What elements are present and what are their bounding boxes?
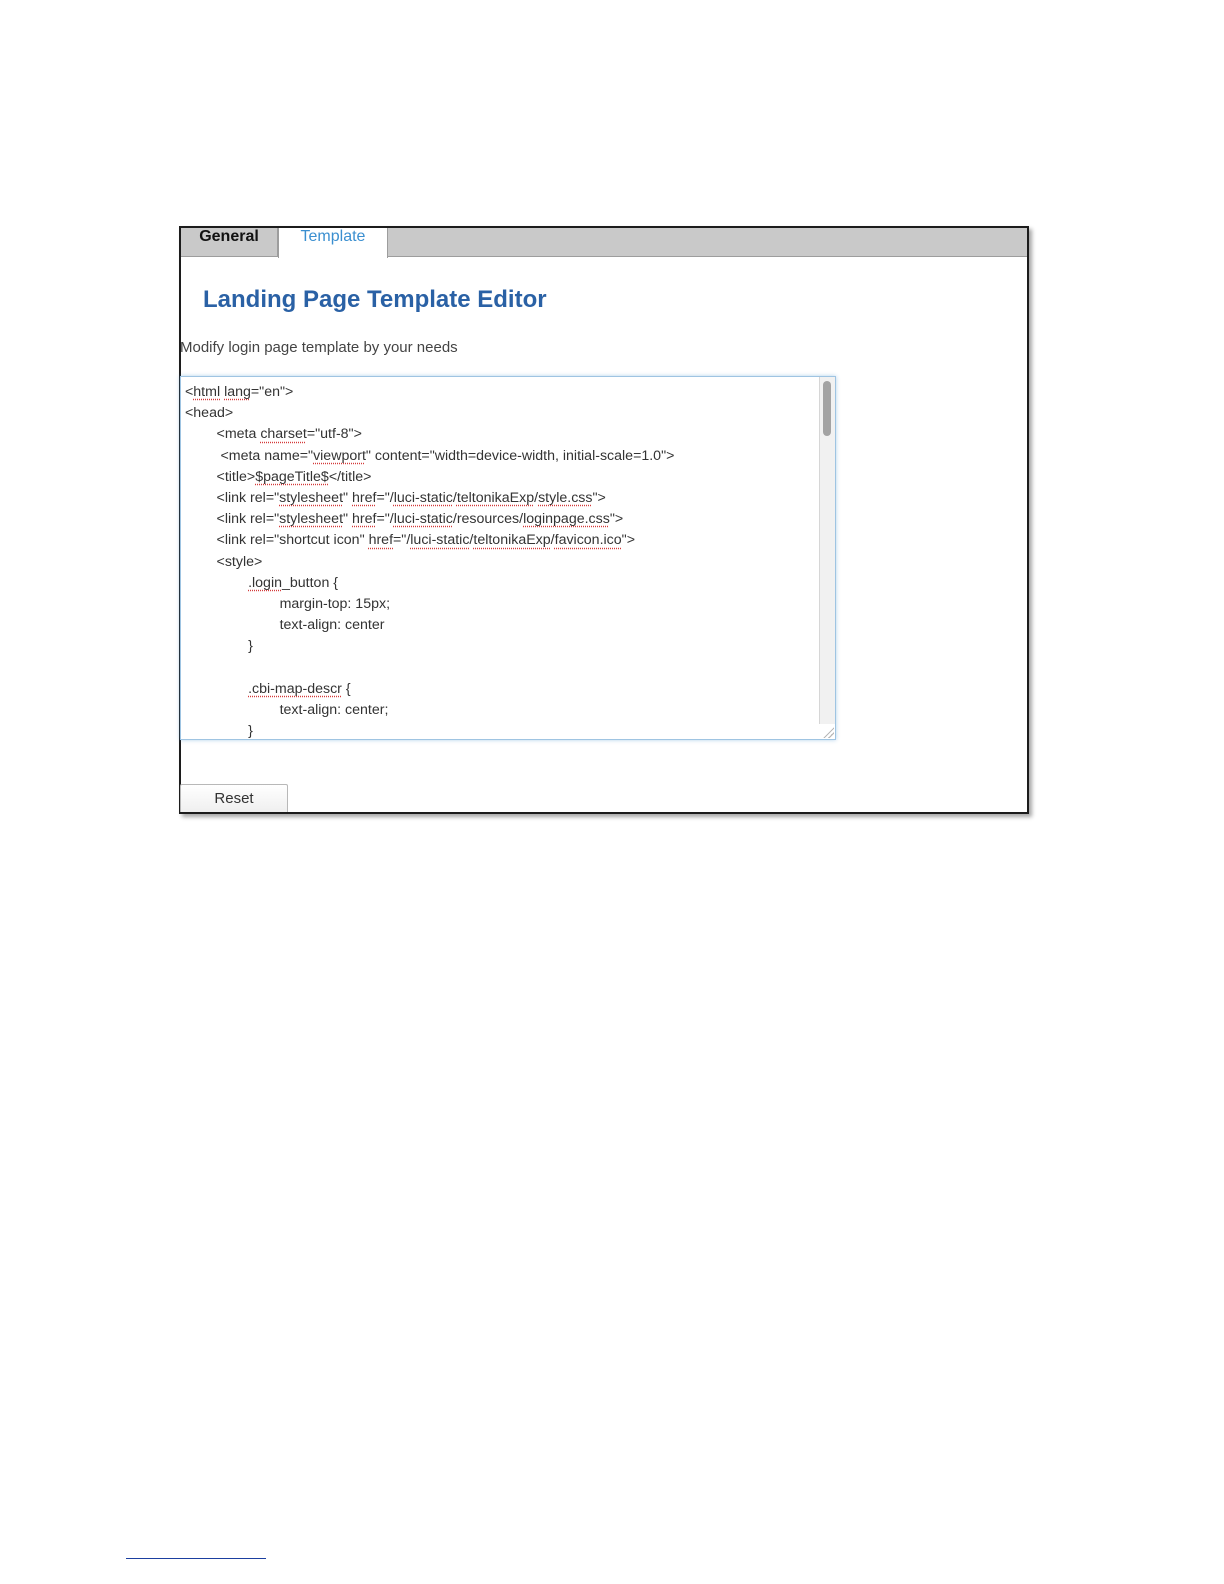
spellcheck-word: .login [248, 574, 282, 591]
spellcheck-word: luci-static [410, 532, 470, 549]
spellcheck-word: stylesheet [279, 511, 344, 528]
reset-button[interactable]: Reset [180, 784, 288, 812]
code-line [185, 657, 817, 678]
spellcheck-word: charset [260, 426, 307, 443]
tab-bar [181, 228, 1027, 257]
tab-general[interactable]: General [181, 228, 278, 256]
code-line: <link rel="stylesheet" href="/luci-static/teltonikaExp/style.css"> [185, 489, 606, 506]
spellcheck-word: .cbi-map-descr [248, 680, 342, 697]
spellcheck-word: favicon.ico [554, 532, 622, 549]
page-title: Landing Page Template Editor [203, 286, 547, 313]
code-line: } [185, 723, 253, 739]
code-line: margin-top: 15px; [185, 595, 391, 612]
code-line: <head> [185, 405, 234, 422]
scrollbar-thumb[interactable] [823, 381, 831, 436]
code-line: } [185, 638, 253, 655]
spellcheck-word: href [352, 511, 377, 528]
spellcheck-word: luci-static [393, 511, 453, 528]
spellcheck-word: lang [224, 384, 251, 400]
template-code [185, 382, 817, 740]
spellcheck-word: href [368, 532, 394, 549]
tab-template[interactable]: Template [278, 228, 388, 258]
spellcheck-word: loginpage.css [523, 511, 610, 528]
code-line: <style> [185, 553, 263, 570]
page-description: Modify login page template by your needs [180, 339, 458, 356]
spellcheck-word: viewport [313, 447, 366, 464]
spellcheck-word: html [193, 384, 221, 400]
code-line: text-align: center; [185, 701, 389, 718]
code-line: <html lang="en"> [185, 384, 294, 400]
spellcheck-word: stylesheet [279, 489, 344, 506]
template-editor-panel [179, 226, 1029, 814]
template-textarea[interactable] [180, 376, 836, 740]
spellcheck-word: $pageTitle$ [255, 468, 329, 485]
vertical-scrollbar[interactable] [819, 377, 835, 724]
code-line: <title>$pageTitle$</title> [185, 468, 372, 485]
spellcheck-word: style.css [538, 489, 593, 506]
code-line: <meta charset="utf-8"> [185, 426, 362, 443]
spellcheck-word: luci-static [393, 489, 453, 506]
code-line: <link rel="shortcut icon" href="/luci-static/teltonikaExp/favicon.ico"> [185, 532, 635, 549]
code-line: text-align: center [185, 617, 385, 634]
code-line: .login_button { [248, 574, 339, 591]
footnote-divider [126, 1558, 266, 1559]
spellcheck-word: href [352, 489, 377, 506]
code-line: <meta name="viewport" content="width=device-width, initial-scale=1.0"> [185, 447, 675, 464]
spellcheck-word: teltonikaExp [456, 489, 535, 506]
code-line: .cbi-map-descr { [248, 680, 351, 697]
resize-grip-icon[interactable] [822, 726, 834, 738]
spellcheck-word: teltonikaExp [473, 532, 551, 549]
code-line: <link rel="stylesheet" href="/luci-static/resources/loginpage.css"> [185, 511, 624, 528]
